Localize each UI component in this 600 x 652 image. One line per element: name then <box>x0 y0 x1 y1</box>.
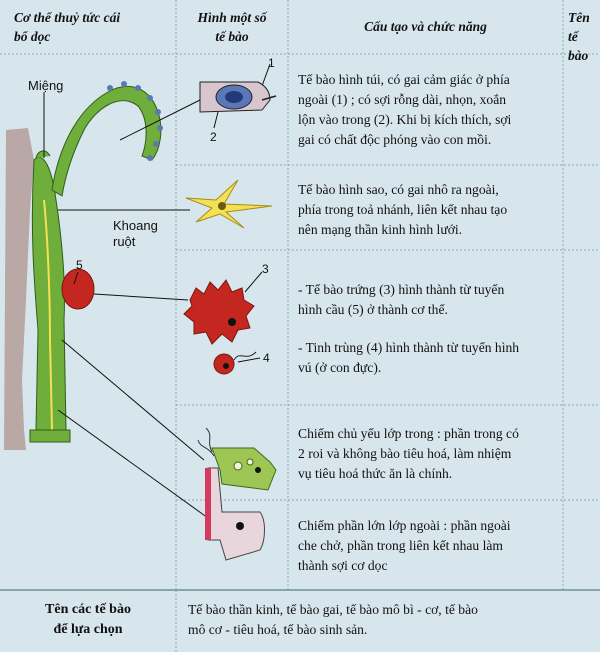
footer-title: Tên các tế bào để lựa chọn <box>45 602 131 637</box>
hydra-ovary <box>62 269 94 309</box>
row-2-text: Tế bào hình sao, có gai nhô ra ngoài, phía trong toả nhánh, liên kết nhau tạo nên mạng thần kinh hình lưới. <box>298 182 508 237</box>
label-1: 1 <box>268 56 275 70</box>
header-col-name: Tên tế bào <box>568 10 590 63</box>
hydra-tentacle <box>52 86 161 196</box>
header-col-body: Cơ thể thuỷ tức cái bổ dọc <box>14 10 121 44</box>
row-1-text: Tế bào hình túi, có gai cảm giác ở phía ngoài (1) ; có sợi rỗng dài, nhọn, xoắn lộn vào trong (2). Khi bị kích thích, sợi gai có chất độc phóng vào con mồi. <box>298 72 512 147</box>
nerve-cell <box>186 180 272 228</box>
header-col-cells: Hình một số tế bào <box>197 10 267 44</box>
label-mouth: Miệng <box>28 78 64 93</box>
label-4: 4 <box>263 351 270 365</box>
row-3-text-egg: - Tế bào trứng (3) hình thành từ tuyến hình cầu (5) ở thành cơ thể. <box>298 282 505 317</box>
egg-cell <box>184 280 254 344</box>
cnidocyte-cell <box>200 82 276 112</box>
label-2: 2 <box>210 130 217 144</box>
label-cavity: Khoang ruột <box>113 218 158 249</box>
row-5-text: Chiếm phần lớn lớp ngoài : phần ngoài che chở, phần trong liên kết nhau làm thành sợi cơ dọc <box>298 518 511 573</box>
row-3-text-sperm: - Tinh trùng (4) hình thành từ tuyến hình vú (ở con đực). <box>298 340 520 375</box>
label-5: 5 <box>76 258 83 272</box>
footer-options: Tế bào thần kinh, tế bào gai, tế bào mô bì - cơ, tế bào mô cơ - tiêu hoá, tế bào sinh sản. <box>188 602 478 637</box>
hydra-body-wall <box>4 128 34 450</box>
label-3: 3 <box>262 262 269 276</box>
row-4-text: Chiếm chủ yếu lớp trong : phần trong có 2 roi và không bào tiêu hoá, làm nhiệm vụ tiêu hoá thức ăn là chính. <box>298 426 519 481</box>
sperm-cell <box>214 352 256 374</box>
header-col-structure: Cấu tạo và chức năng <box>364 19 487 34</box>
